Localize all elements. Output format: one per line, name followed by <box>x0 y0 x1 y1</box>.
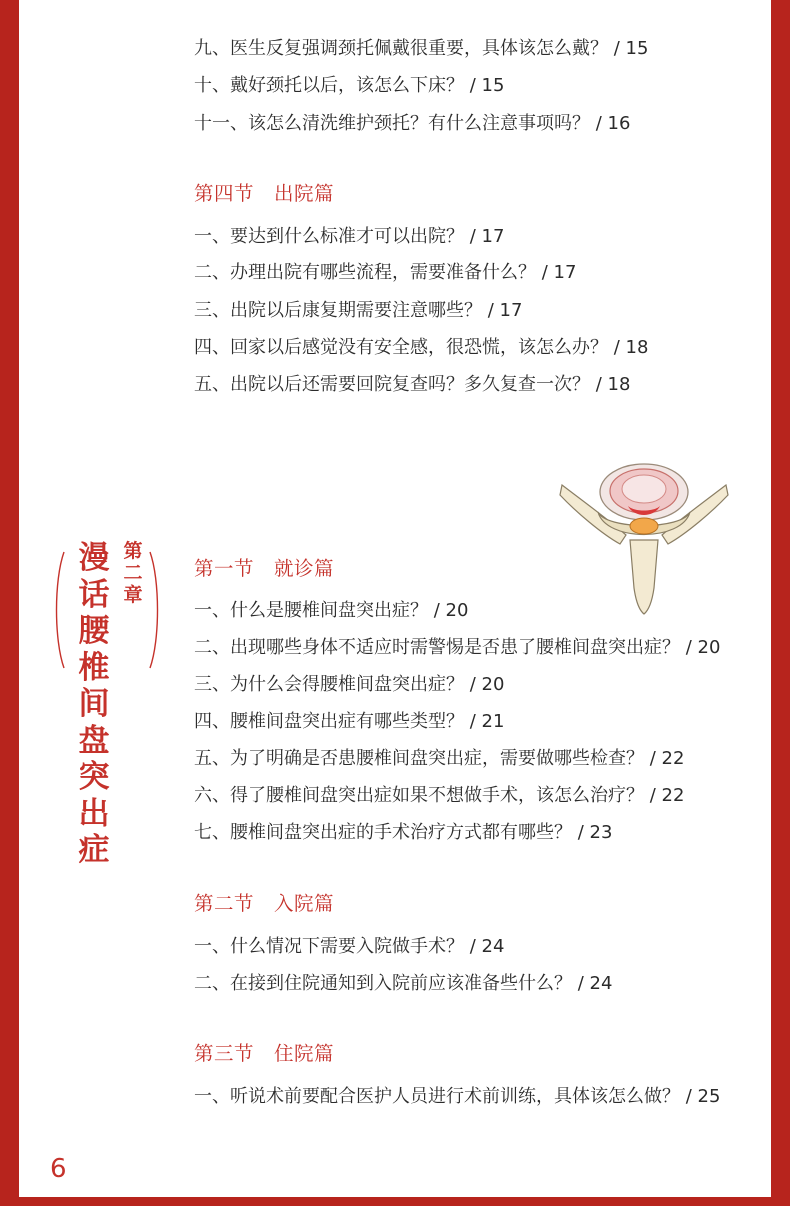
chapter-label <box>52 540 162 868</box>
section-heading: 第一节 就诊篇 <box>194 557 335 580</box>
toc-item: 四、回家以后感觉没有安全感，很恐慌，该怎么办？ / 18 <box>194 337 649 358</box>
toc-item: 九、医生反复强调颈托佩戴很重要，具体该怎么戴？ / 15 <box>194 38 649 59</box>
book-page <box>19 0 771 1197</box>
toc-item: 三、为什么会得腰椎间盘突出症？ / 20 <box>194 674 505 695</box>
toc-item: 五、为了明确是否患腰椎间盘突出症，需要做哪些检查？ / 22 <box>194 748 685 769</box>
section-heading: 第二节 入院篇 <box>194 892 335 915</box>
section-heading: 第三节 住院篇 <box>194 1042 335 1065</box>
right-bracket-icon <box>148 550 162 670</box>
toc-item: 一、什么是腰椎间盘突出症？ / 20 <box>194 600 469 621</box>
toc-item: 一、什么情况下需要入院做手术？ / 24 <box>194 936 505 957</box>
toc-item: 二、出现哪些身体不适应时需警惕是否患了腰椎间盘突出症？ / 20 <box>194 637 721 658</box>
toc-item: 二、办理出院有哪些流程，需要准备什么？ / 17 <box>194 262 577 283</box>
toc-item: 五、出院以后还需要回院复查吗？多久复查一次？ / 18 <box>194 374 631 395</box>
toc-item: 四、腰椎间盘突出症有哪些类型？ / 21 <box>194 711 505 732</box>
page-number: 6 <box>50 1154 67 1184</box>
chapter-number: 第二章 <box>123 540 143 606</box>
toc-item: 二、在接到住院通知到入院前应该准备些什么？ / 24 <box>194 973 613 994</box>
toc-item: 一、要达到什么标准才可以出院？ / 17 <box>194 226 505 247</box>
toc-item: 六、得了腰椎间盘突出症如果不想做手术，该怎么治疗？ / 22 <box>194 785 685 806</box>
left-bracket-icon <box>52 550 66 670</box>
chapter-title: 漫话腰椎间盘突出症 <box>78 540 110 868</box>
toc-item: 三、出院以后康复期需要注意哪些？ / 17 <box>194 300 523 321</box>
toc-item: 七、腰椎间盘突出症的手术治疗方式都有哪些？ / 23 <box>194 822 613 843</box>
toc-item: 一、听说术前要配合医护人员进行术前训练，具体该怎么做？ / 25 <box>194 1086 721 1107</box>
toc-item: 十、戴好颈托以后，该怎么下床？ / 15 <box>194 75 505 96</box>
section-heading: 第四节 出院篇 <box>194 182 335 205</box>
toc-item: 十一、该怎么清洗维护颈托？有什么注意事项吗？ / 16 <box>194 113 631 134</box>
vertebra-illustration <box>554 460 734 620</box>
